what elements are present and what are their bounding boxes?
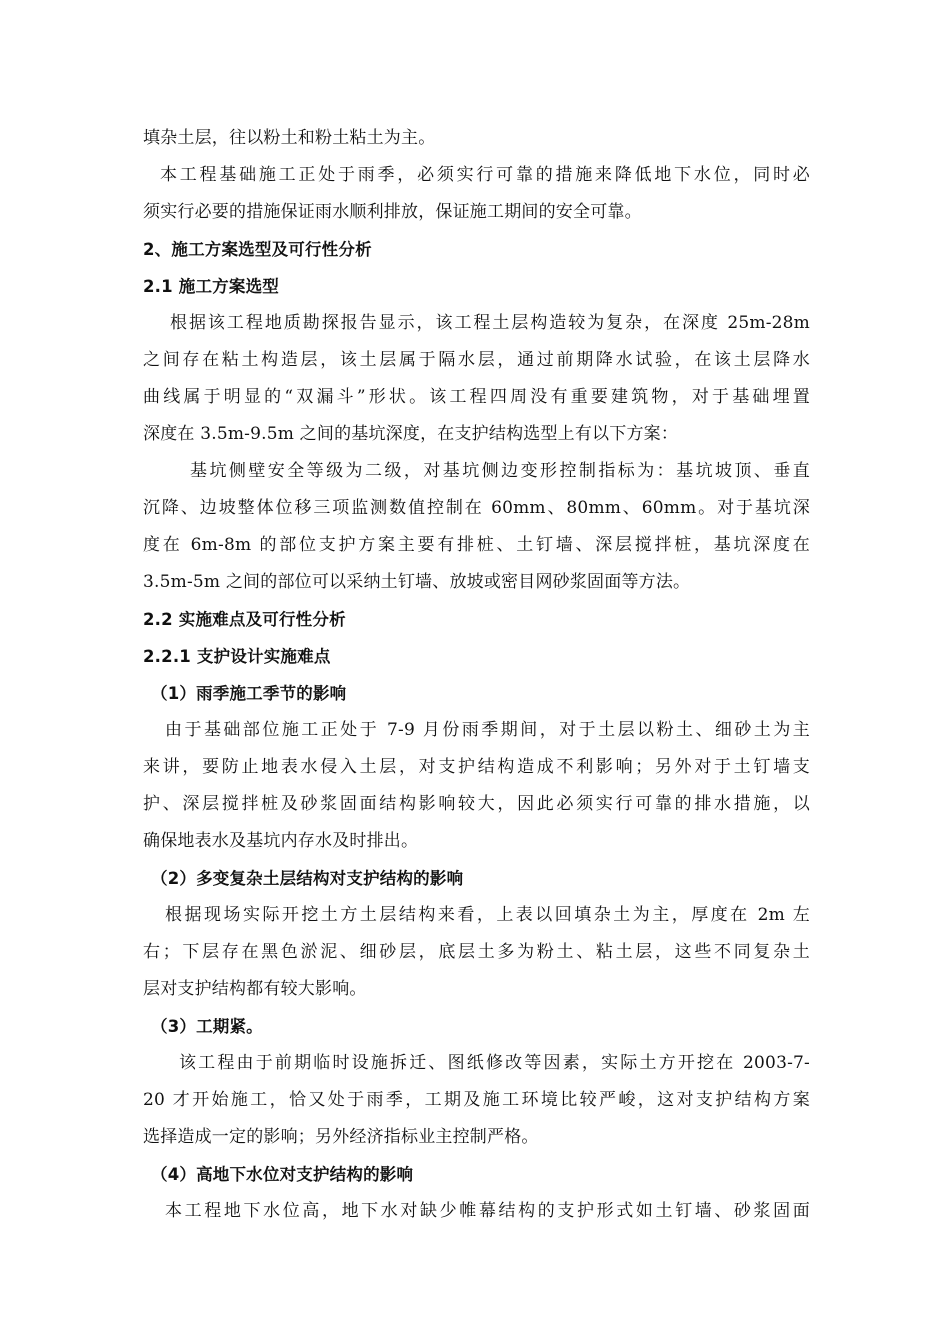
paragraph-line: 曲线属于明显的“双漏斗”形状。该工程四周没有重要建筑物，对于基础埋置: [143, 387, 810, 407]
paragraph-line: 度在 6m-8m 的部位支护方案主要有排桩、土钉墙、深层搅拌桩，基坑深度在: [143, 535, 810, 555]
paragraph-line: 填杂土层，往以粉土和粉土粘土为主。: [143, 128, 436, 148]
paragraph-line: 来讲，要防止地表水侵入土层，对支护结构造成不利影响；另外对于土钉墙支: [143, 757, 810, 777]
paragraph-line: 根据该工程地质勘探报告显示，该工程土层构造较为复杂，在深度 25m-28m: [170, 313, 810, 333]
paragraph-line: 基坑侧壁安全等级为二级，对基坑侧边变形控制指标为：基坑坡顶、垂直: [190, 461, 810, 481]
paragraph-line: 须实行必要的措施保证雨水顺利排放，保证施工期间的安全可靠。: [143, 202, 642, 222]
paragraph-line: 本工程地下水位高，地下水对缺少帷幕结构的支护形式如土钉墙、砂浆固面: [165, 1201, 810, 1221]
paragraph-line: 由于基础部位施工正处于 7-9 月份雨季期间，对于土层以粉土、细砂土为主: [165, 720, 810, 740]
paragraph-line: 该工程由于前期临时设施拆迁、图纸修改等因素，实际土方开挖在 2003-7-: [179, 1053, 810, 1073]
paragraph-line: 深度在 3.5m-9.5m 之间的基坑深度，在支护结构选型上有以下方案：: [143, 424, 679, 444]
document-page: [143, 120, 810, 1230]
paragraph-line: 之间存在粘土构造层，该土层属于隔水层，通过前期降水试验，在该土层降水: [143, 350, 810, 370]
subsection-heading: 2.2.1 支护设计实施难点: [143, 647, 331, 666]
section-heading: 2、施工方案选型及可行性分析: [143, 240, 372, 259]
item-heading: （1）雨季施工季节的影响: [151, 684, 347, 703]
paragraph-line: 沉降、边坡整体位移三项监测数值控制在 60mm、80mm、60mm。对于基坑深: [143, 498, 810, 518]
subsection-heading: 2.1 施工方案选型: [143, 277, 279, 296]
paragraph-line: 护、深层搅拌桩及砂浆固面结构影响较大，因此必须实行可靠的排水措施，以: [143, 794, 810, 814]
item-heading: （4）高地下水位对支护结构的影响: [151, 1165, 414, 1184]
paragraph-line: 本工程基础施工正处于雨季，必须实行可靠的措施来降低地下水位，同时必: [160, 165, 810, 185]
paragraph-line: 根据现场实际开挖土方土层结构来看，上表以回填杂土为主，厚度在 2m 左: [165, 905, 810, 925]
paragraph-line: 右；下层存在黑色淤泥、细砂层，底层土多为粉土、粘土层，这些不同复杂土: [143, 942, 810, 962]
item-heading: （2）多变复杂土层结构对支护结构的影响: [151, 869, 464, 888]
item-heading: （3）工期紧。: [151, 1017, 263, 1036]
paragraph-line: 层对支护结构都有较大影响。: [143, 979, 367, 999]
subsection-heading: 2.2 实施难点及可行性分析: [143, 610, 346, 629]
paragraph-line: 20 才开始施工，恰又处于雨季，工期及施工环境比较严峻，这对支护结构方案: [143, 1090, 810, 1110]
paragraph-line: 确保地表水及基坑内存水及时排出。: [143, 831, 419, 851]
paragraph-line: 选择造成一定的影响；另外经济指标业主控制严格。: [143, 1127, 539, 1147]
paragraph-line: 3.5m-5m 之间的部位可以采纳土钉墙、放坡或密目网砂浆固面等方法。: [143, 572, 691, 592]
